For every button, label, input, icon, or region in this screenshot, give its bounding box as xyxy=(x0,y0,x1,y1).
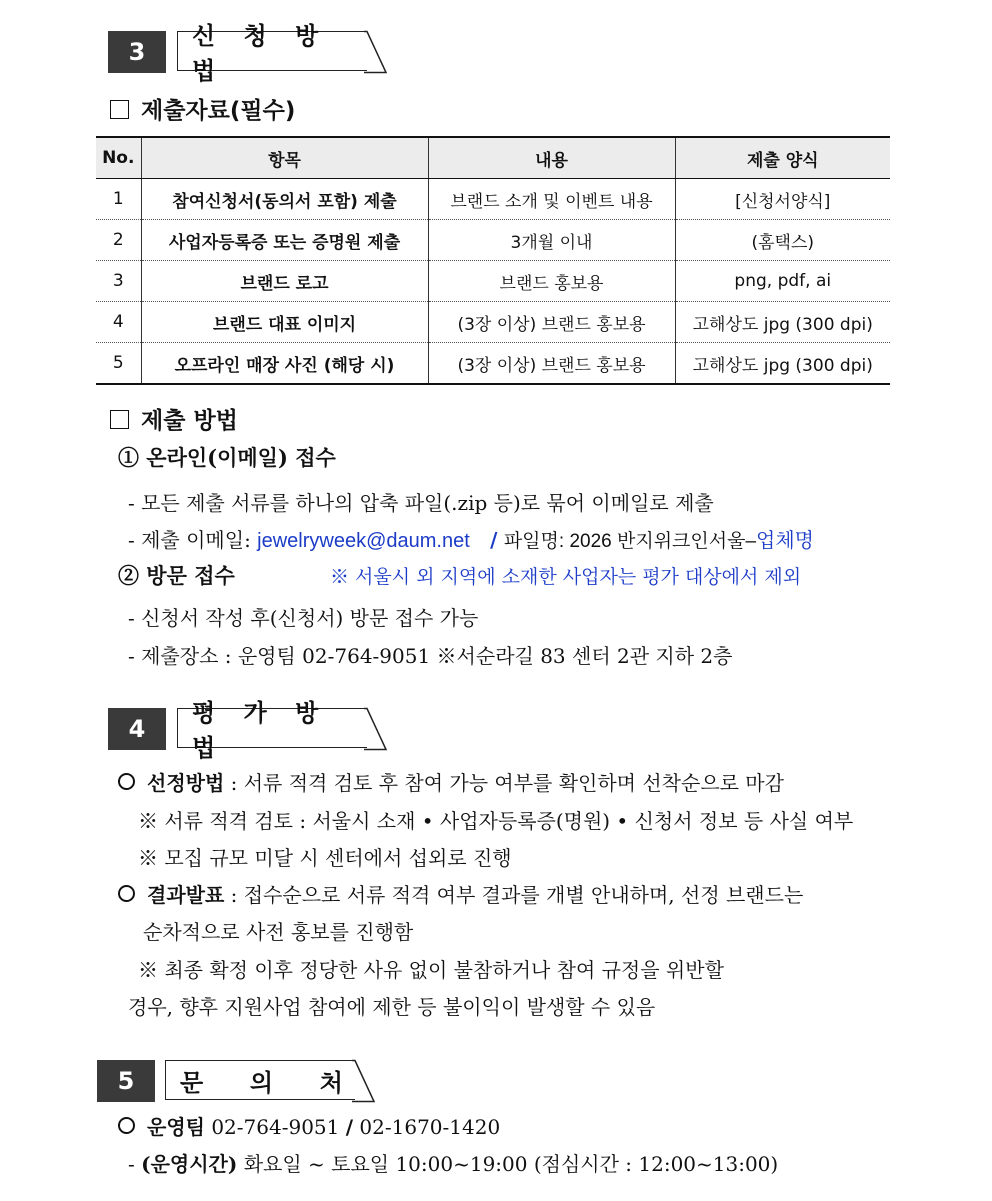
selection-note-1: ※ 서류 적격 검토 : 서울시 소재 • 사업자등록증(명원) • 신청서 정보 등 사실 여부 xyxy=(138,809,854,833)
result-announcement-label: 결과발표 xyxy=(147,883,225,907)
contact-phone-line xyxy=(118,1111,500,1140)
table-row xyxy=(96,302,890,343)
result-announcement-line xyxy=(118,879,803,908)
row-item: 사업자등록증 또는 증명원 제출 xyxy=(141,220,428,261)
penalty-note-continued: 경우, 향후 지원사업 참여에 제한 등 불이익이 발생할 수 있음 xyxy=(128,995,656,1019)
row-content: 브랜드 홍보용 xyxy=(428,261,675,302)
submission-materials-table xyxy=(96,136,890,385)
table-row xyxy=(96,220,890,261)
section-4-title-tail xyxy=(364,707,390,751)
column-header: 항목 xyxy=(141,137,428,179)
section-4-title: 평 가 방 법 xyxy=(177,708,367,748)
email-label: - 제출 이메일: xyxy=(128,528,251,552)
row-item: 브랜드 대표 이미지 xyxy=(141,302,428,343)
row-format: 고해상도 jpg (300 dpi) xyxy=(675,343,890,385)
row-number: 4 xyxy=(96,302,141,343)
operating-hours-text: 화요일 ~ 토요일 10:00~19:00 (점심시간 : 12:00~13:00) xyxy=(243,1152,779,1176)
table-row xyxy=(96,261,890,302)
filename-company: 업체명 xyxy=(756,530,815,552)
section-5-title: 문 의 처 xyxy=(165,1060,355,1100)
row-number: 5 xyxy=(96,343,141,385)
visit-submission-title: ② 방문 접수 xyxy=(118,563,235,588)
section-3-title-tail xyxy=(364,30,390,74)
table-header-row xyxy=(96,137,890,179)
circle-bullet-icon xyxy=(118,773,135,790)
result-announcement-text: : 접수순으로 서류 적격 여부 결과를 개별 안내하며, 선정 브랜드는 xyxy=(224,883,804,907)
contact-phone-1: 02-764-9051 xyxy=(211,1115,340,1139)
table-row xyxy=(96,343,890,385)
online-email-line xyxy=(128,524,814,553)
row-content: 브랜드 소개 및 이벤트 내용 xyxy=(428,179,675,220)
selection-note-2: ※ 모집 규모 미달 시 센터에서 섭외로 진행 xyxy=(138,846,512,870)
row-item: 오프라인 매장 사진 (해당 시) xyxy=(141,343,428,385)
column-header: 내용 xyxy=(428,137,675,179)
section-4-number: 4 xyxy=(108,708,166,750)
penalty-note: ※ 최종 확정 이후 정당한 사유 없이 불참하거나 참여 규정을 위반할 xyxy=(138,958,724,982)
section-3-number: 3 xyxy=(108,31,166,73)
row-format: [신청서양식] xyxy=(675,179,890,220)
row-number: 3 xyxy=(96,261,141,302)
operating-hours-line xyxy=(128,1148,778,1177)
row-content: 3개월 이내 xyxy=(428,220,675,261)
section-5-number: 5 xyxy=(97,1060,155,1102)
row-item: 참여신청서(동의서 포함) 제출 xyxy=(141,179,428,220)
row-format: png, pdf, ai xyxy=(675,261,890,302)
column-header: No. xyxy=(96,137,141,179)
visit-submission-line: - 신청서 작성 후(신청서) 방문 접수 가능 xyxy=(128,606,479,630)
contact-phone-2: 02-1670-1420 xyxy=(359,1115,501,1139)
row-content: (3장 이상) 브랜드 홍보용 xyxy=(428,302,675,343)
checkbox-square-icon xyxy=(110,100,129,119)
checkbox-square-icon xyxy=(110,410,129,429)
contact-separator: / xyxy=(345,1115,354,1139)
table-row xyxy=(96,179,890,220)
online-submission-line: - 모든 제출 서류를 하나의 압축 파일(.zip 등)로 묶어 이메일로 제출 xyxy=(128,491,714,515)
row-number: 1 xyxy=(96,179,141,220)
section-3-title: 신 청 방 법 xyxy=(177,31,367,71)
result-announcement-continued: 순차적으로 사전 홍보를 진행함 xyxy=(143,920,414,944)
selection-method-text: : 서류 적격 검토 후 참여 가능 여부를 확인하며 선착순으로 마감 xyxy=(224,771,784,795)
hours-dash: - xyxy=(128,1152,142,1176)
row-format: (홈택스) xyxy=(675,220,890,261)
column-header: 제출 양식 xyxy=(675,137,890,179)
row-format: 고해상도 jpg (300 dpi) xyxy=(675,302,890,343)
submission-method-heading: 제출 방법 xyxy=(110,402,238,435)
filename-label: 파일명: 2026 반지위크인서울– xyxy=(503,531,757,552)
circle-bullet-icon xyxy=(118,885,135,902)
row-item: 브랜드 로고 xyxy=(141,261,428,302)
submission-email-link[interactable]: jewelryweek@daum.net xyxy=(257,530,470,552)
selection-method-label: 선정방법 xyxy=(147,771,225,795)
row-content: (3장 이상) 브랜드 홍보용 xyxy=(428,343,675,385)
separator-slash: / xyxy=(490,528,498,552)
operating-hours-label: (운영시간) xyxy=(141,1152,238,1176)
circle-bullet-icon xyxy=(118,1117,135,1134)
visit-location-line: - 제출장소 : 운영팀 02-764-9051 ※서순라길 83 센터 2관 지하 2층 xyxy=(128,644,733,668)
visit-submission-note: ※ 서울시 외 지역에 소재한 사업자는 평가 대상에서 제외 xyxy=(330,566,802,588)
section-5-title-tail xyxy=(352,1059,378,1103)
selection-method-line xyxy=(118,767,784,796)
online-submission-title: ① 온라인(이메일) 접수 xyxy=(118,445,336,470)
submission-materials-heading: 제출자료(필수) xyxy=(110,92,295,125)
row-number: 2 xyxy=(96,220,141,261)
contact-team-label: 운영팀 xyxy=(147,1115,205,1139)
